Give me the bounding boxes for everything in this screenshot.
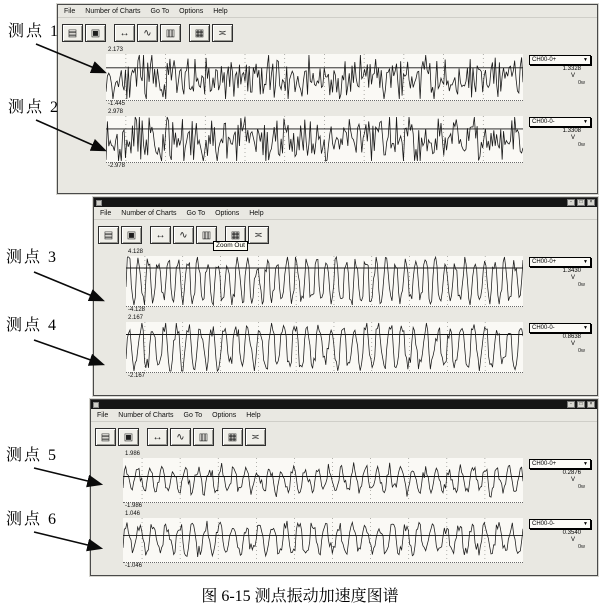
- menu-file[interactable]: File: [64, 7, 76, 15]
- zoom-out-icon[interactable]: ∿: [173, 226, 194, 244]
- menu-go-to[interactable]: Go To: [186, 209, 206, 217]
- menu-help[interactable]: Help: [249, 209, 264, 217]
- chart-measure-point-1: [106, 47, 593, 108]
- menu-go-to[interactable]: Go To: [150, 7, 170, 15]
- channel-label: CH00-0+: [532, 259, 557, 265]
- measure-point-3-label: 测点 3: [6, 249, 59, 266]
- scale-icon[interactable]: ▥: [196, 226, 217, 244]
- channel-unit: V: [570, 135, 575, 141]
- waveform-plot-4: [126, 322, 523, 373]
- y-axis-max-label: 2.978: [108, 109, 124, 115]
- menu-number-of-charts[interactable]: Number of Charts: [118, 411, 174, 419]
- menu-options[interactable]: Options: [215, 209, 240, 217]
- open-icon[interactable]: ▤: [95, 428, 116, 446]
- scale-icon[interactable]: ▥: [160, 24, 181, 42]
- y-axis-min-label: -1.986: [125, 503, 143, 509]
- overview-icon[interactable]: ▦: [225, 226, 246, 244]
- measure-point-2-label: 测点 2: [8, 99, 61, 116]
- y-axis-max-label: 1.986: [125, 451, 141, 457]
- channel-reading: 0.8638: [562, 334, 581, 340]
- measure-point-1-label: 测点 1: [8, 23, 61, 40]
- view-tool-group: [189, 24, 233, 42]
- chevron-down-icon: ▼: [583, 57, 588, 63]
- tool-bar: [58, 18, 597, 47]
- system-menu-icon[interactable]: [96, 200, 102, 206]
- title-bar[interactable]: [91, 400, 597, 409]
- channel-reading: 0.3540: [562, 530, 581, 536]
- chart-measure-point-5: [123, 451, 593, 510]
- xy-plot-icon[interactable]: ≍: [245, 428, 266, 446]
- scale-icon[interactable]: ▥: [193, 428, 214, 446]
- waveform-window-1: [57, 4, 598, 194]
- zoom-in-icon[interactable]: ↔: [114, 24, 135, 42]
- channel-unit: V: [570, 341, 575, 347]
- tool-bar: [94, 220, 597, 249]
- waveform-window-2: [93, 197, 598, 396]
- channel-unit: V: [570, 477, 575, 483]
- channel-label: CH00-0+: [532, 57, 557, 63]
- figure-caption: 图 6-15 测点振动加速度图谱: [201, 588, 399, 605]
- chevron-down-icon: ▼: [583, 461, 588, 467]
- y-axis-max-label: 1.046: [125, 511, 141, 517]
- channel-reading: 1.3328: [562, 66, 581, 72]
- channel-reading: 0.2876: [562, 470, 581, 476]
- channel-unit: V: [570, 73, 575, 79]
- y-axis-min-label: -2.978: [108, 163, 126, 169]
- channel-label: CH00-0-: [532, 325, 555, 331]
- y-axis-min-label: -1.445: [108, 101, 126, 107]
- chart-measure-point-6: [123, 511, 593, 570]
- open-icon[interactable]: ▤: [62, 24, 83, 42]
- zoom-tool-group: [114, 24, 181, 42]
- channel-panel: [523, 458, 593, 503]
- title-bar[interactable]: [94, 198, 597, 207]
- channel-label: CH00-0-: [532, 119, 555, 125]
- channel-select[interactable]: [529, 257, 591, 267]
- menu-bar: [58, 5, 597, 18]
- channel-sub-label: 0w: [577, 142, 585, 148]
- chevron-down-icon: ▼: [583, 259, 588, 265]
- channel-select[interactable]: [529, 519, 591, 529]
- open-icon[interactable]: ▤: [98, 226, 119, 244]
- measure-point-5-label: 测点 5: [6, 447, 59, 464]
- chart-measure-point-4: [126, 315, 593, 380]
- waveform-plot-2: [106, 116, 523, 163]
- close-button[interactable]: ×: [587, 199, 595, 206]
- file-tool-group: [95, 428, 139, 446]
- channel-panel: [523, 256, 593, 307]
- menu-bar: [91, 409, 597, 422]
- waveform-plot-1: [106, 54, 523, 101]
- xy-plot-icon[interactable]: ≍: [248, 226, 269, 244]
- channel-panel: [523, 518, 593, 563]
- arrow-point-3: [34, 272, 102, 300]
- menu-number-of-charts[interactable]: Number of Charts: [121, 209, 177, 217]
- channel-sub-label: 0w: [577, 484, 585, 490]
- waveform-plot-6: [123, 518, 523, 563]
- y-axis-min-label: -4.128: [128, 307, 146, 313]
- menu-file[interactable]: File: [97, 411, 109, 419]
- zoom-out-icon[interactable]: ∿: [170, 428, 191, 446]
- channel-select[interactable]: [529, 55, 591, 65]
- chevron-down-icon: ▼: [583, 119, 588, 125]
- channel-label: CH00-0-: [532, 521, 555, 527]
- zoom-tool-group: [150, 226, 217, 244]
- menu-number-of-charts[interactable]: Number of Charts: [85, 7, 141, 15]
- minimize-button[interactable]: -: [567, 199, 575, 206]
- arrow-point-4: [34, 340, 102, 364]
- channel-panel: [523, 54, 593, 101]
- channel-unit: V: [570, 275, 575, 281]
- channel-select[interactable]: [529, 323, 591, 333]
- chevron-down-icon: ▼: [583, 521, 588, 527]
- menu-options[interactable]: Options: [212, 411, 237, 419]
- channel-panel: [523, 116, 593, 163]
- menu-bar: [94, 207, 597, 220]
- xy-plot-icon[interactable]: ≍: [212, 24, 233, 42]
- channel-sub-label: 0w: [577, 544, 585, 550]
- channel-select[interactable]: [529, 117, 591, 127]
- channel-panel: [523, 322, 593, 373]
- waveform-plot-3: [126, 256, 523, 307]
- zoom-out-icon[interactable]: ∿: [137, 24, 158, 42]
- overview-icon[interactable]: ▦: [189, 24, 210, 42]
- channel-sub-label: 0w: [577, 348, 585, 354]
- y-axis-min-label: -1.046: [125, 563, 143, 569]
- print-icon[interactable]: ▣: [121, 226, 142, 244]
- y-axis-max-label: 2.173: [108, 47, 124, 53]
- measure-point-6-label: 测点 6: [6, 511, 59, 528]
- channel-reading: 1.3430: [562, 268, 581, 274]
- y-axis-max-label: 4.128: [128, 249, 144, 255]
- waveform-window-3: [90, 399, 598, 576]
- view-tool-group: [222, 428, 266, 446]
- minimize-button[interactable]: -: [567, 401, 575, 408]
- channel-sub-label: 0w: [577, 282, 585, 288]
- measure-point-4-label: 测点 4: [6, 317, 59, 334]
- waveform-plot-5: [123, 458, 523, 503]
- file-tool-group: [98, 226, 142, 244]
- maximize-button[interactable]: □: [577, 199, 585, 206]
- chevron-down-icon: ▼: [583, 325, 588, 331]
- tool-bar: [91, 422, 597, 451]
- zoom-in-icon[interactable]: ↔: [147, 428, 168, 446]
- file-tool-group: [62, 24, 106, 42]
- menu-help[interactable]: Help: [213, 7, 228, 15]
- print-icon[interactable]: ▣: [118, 428, 139, 446]
- channel-sub-label: 0w: [577, 80, 585, 86]
- channel-reading: 1.3308: [562, 128, 581, 134]
- menu-go-to[interactable]: Go To: [183, 411, 203, 419]
- menu-file[interactable]: File: [100, 209, 112, 217]
- chart-measure-point-3: [126, 249, 593, 314]
- zoom-in-icon[interactable]: ↔: [150, 226, 171, 244]
- zoom-tool-group: [147, 428, 214, 446]
- maximize-button[interactable]: □: [577, 401, 585, 408]
- menu-options[interactable]: Options: [179, 7, 204, 15]
- channel-unit: V: [570, 537, 575, 543]
- menu-help[interactable]: Help: [246, 411, 261, 419]
- overview-icon[interactable]: ▦: [222, 428, 243, 446]
- zoom-out-tooltip: Zoom Out: [213, 241, 248, 251]
- system-menu-icon[interactable]: [93, 402, 99, 408]
- print-icon[interactable]: ▣: [85, 24, 106, 42]
- close-button[interactable]: ×: [587, 401, 595, 408]
- chart-measure-point-2: [106, 109, 593, 170]
- channel-select[interactable]: [529, 459, 591, 469]
- y-axis-max-label: 2.167: [128, 315, 144, 321]
- y-axis-min-label: -2.167: [128, 373, 146, 379]
- channel-label: CH00-0+: [532, 461, 557, 467]
